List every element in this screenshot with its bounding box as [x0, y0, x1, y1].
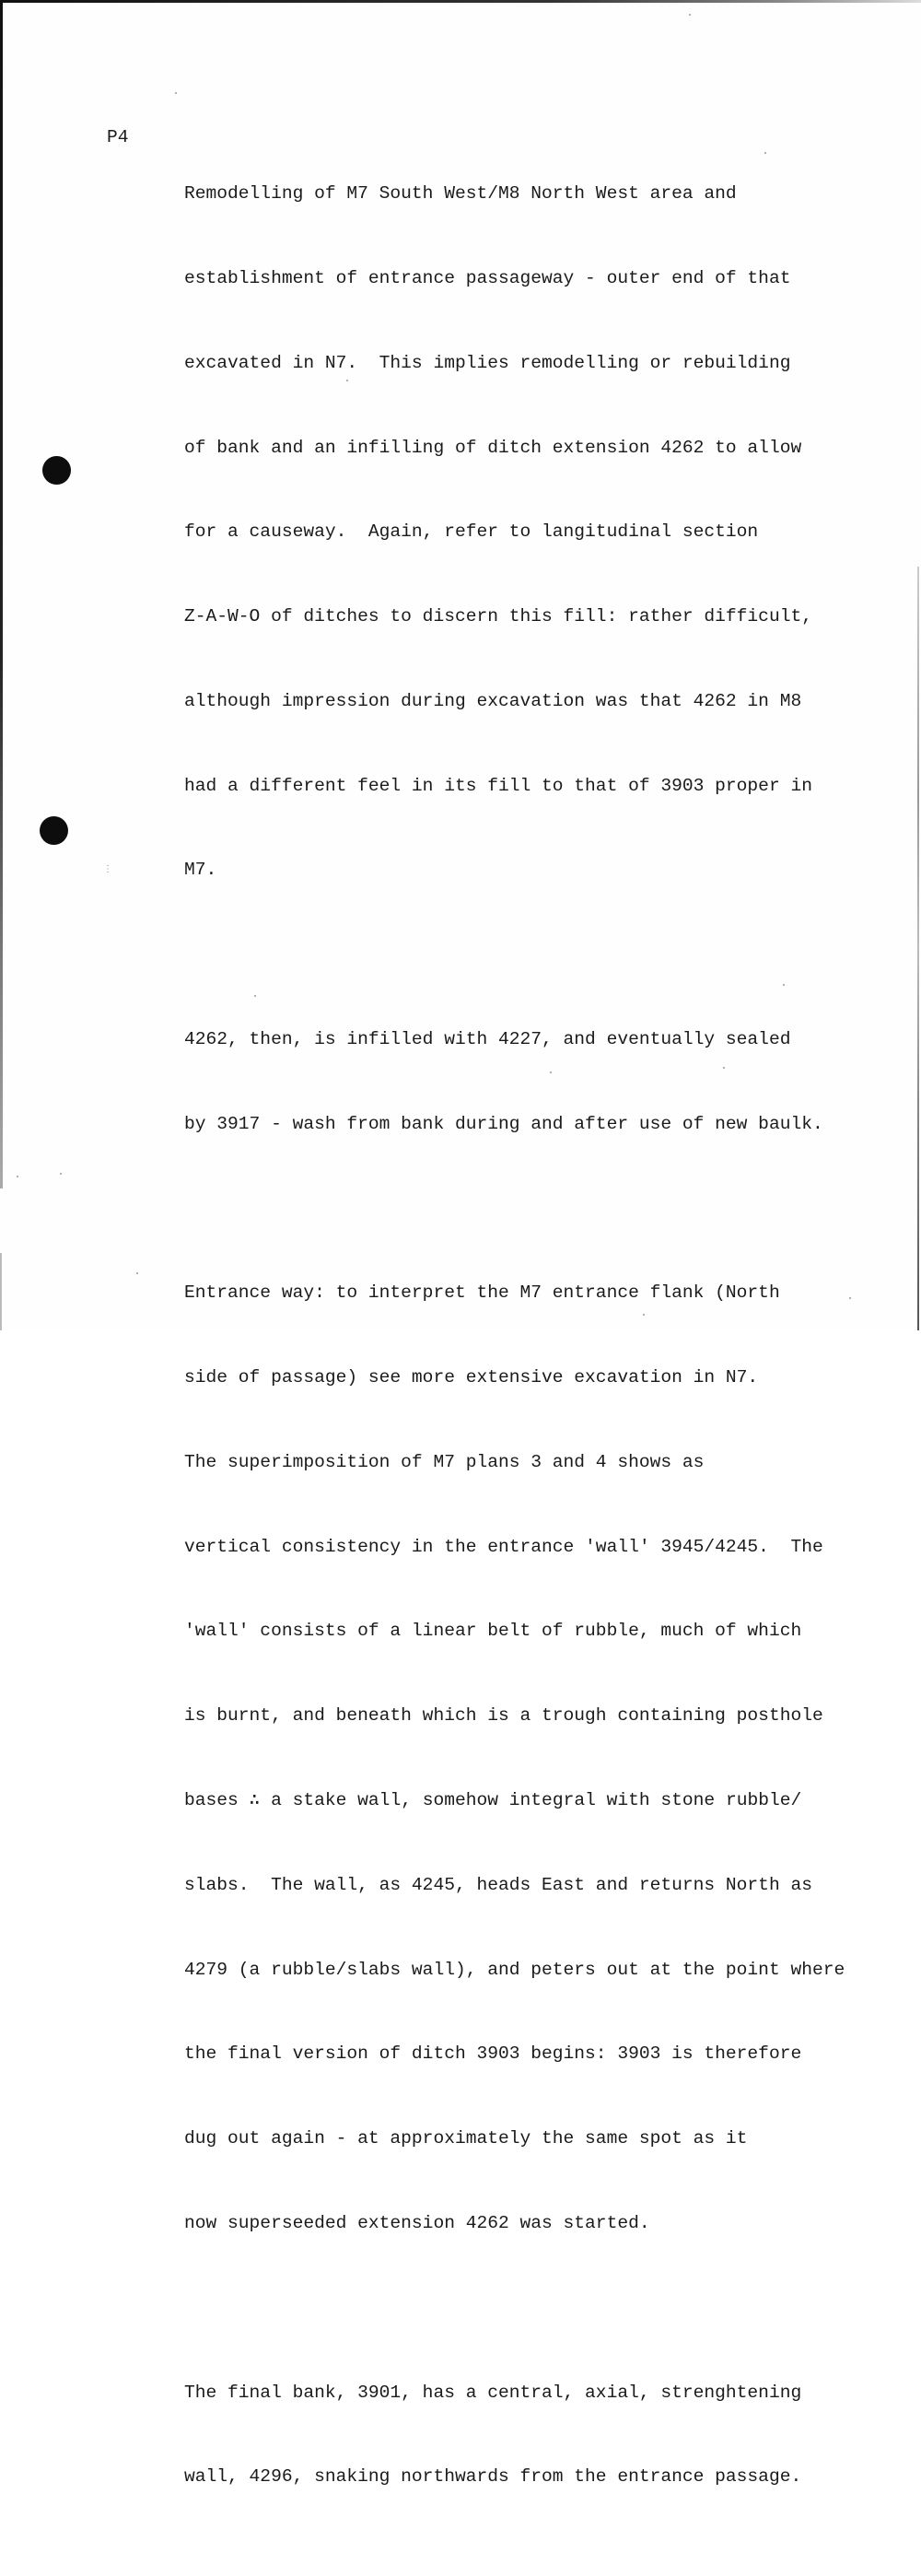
- text-line: establishment of entrance passageway - outer end of that: [184, 267, 791, 288]
- text-line: wall, 4296, snaking northwards from the entrance passage.: [184, 2466, 802, 2488]
- text-line: slabs. The wall, as 4245, heads East and returns North as: [184, 1874, 812, 1895]
- document-body: [184, 123, 884, 2576]
- text-line: for a causeway. Again, refer to langitudinal section: [184, 521, 759, 543]
- text-line: Entrance way: to interpret the M7 entrance flank (North: [184, 1282, 780, 1304]
- scan-speck: [175, 92, 177, 94]
- text-line: 'wall' consists of a linear belt of rubble, much of which: [184, 1621, 802, 1642]
- paragraph-final-bank: [184, 2322, 884, 2547]
- text-line: excavated in N7. This implies remodelling or rebuilding: [184, 352, 791, 373]
- page-edge-left: [0, 0, 3, 1188]
- text-line: although impression during excavation was that 4262 in M8: [184, 690, 802, 711]
- paragraph-remodelling: [184, 123, 884, 941]
- text-line: dug out again - at approximately the same spot as it: [184, 2128, 748, 2149]
- text-line: The superimposition of M7 plans 3 and 4 shows as: [184, 1451, 705, 1472]
- text-line: The final bank, 3901, has a central, axial, strenghtening: [184, 2382, 802, 2403]
- paragraph-entrance-way: [184, 1223, 884, 2294]
- text-line: 4262, then, is infilled with 4227, and eventually sealed: [184, 1029, 791, 1049]
- scan-speck: [17, 1176, 18, 1177]
- text-line: Z-A-W-O of ditches to discern this fill: rather difficult,: [184, 606, 812, 627]
- page-edge-right: [917, 567, 919, 1330]
- scan-speck: [136, 1272, 138, 1274]
- punch-hole-icon: [40, 816, 68, 845]
- paragraph-infill: [184, 969, 884, 1195]
- text-line: of bank and an infilling of ditch extension 4262 to allow: [184, 437, 802, 458]
- text-line: now superseeded extension 4262 was started.: [184, 2212, 650, 2233]
- text-line: bases ∴ a stake wall, somehow integral with stone rubble/: [184, 1790, 802, 1811]
- text-line: Remodelling of M7 South West/M8 North West area and: [184, 183, 737, 205]
- scan-artifact: ⋮: [103, 865, 112, 875]
- text-line: vertical consistency in the entrance 'wall' 3945/4245. The: [184, 1536, 823, 1557]
- text-line: 4279 (a rubble/slabs wall), and peters out at the point where: [184, 1959, 845, 1980]
- text-line: by 3917 - wash from bank during and after use of new baulk.: [184, 1113, 823, 1134]
- text-line: the final version of ditch 3903 begins: 3903 is therefore: [184, 2043, 802, 2065]
- section-label: P4: [107, 127, 129, 147]
- scan-speck: [689, 14, 691, 16]
- punch-hole-icon: [42, 456, 71, 485]
- page-edge-top: [0, 0, 921, 3]
- text-line: had a different feel in its fill to that of 3903 proper in: [184, 775, 812, 796]
- text-line: side of passage) see more extensive excavation in N7.: [184, 1367, 759, 1388]
- page-edge-left-lower: [0, 1253, 2, 1330]
- scan-speck: [60, 1173, 62, 1175]
- text-line: is burnt, and beneath which is a trough containing posthole: [184, 1705, 823, 1727]
- text-line: M7.: [184, 860, 217, 881]
